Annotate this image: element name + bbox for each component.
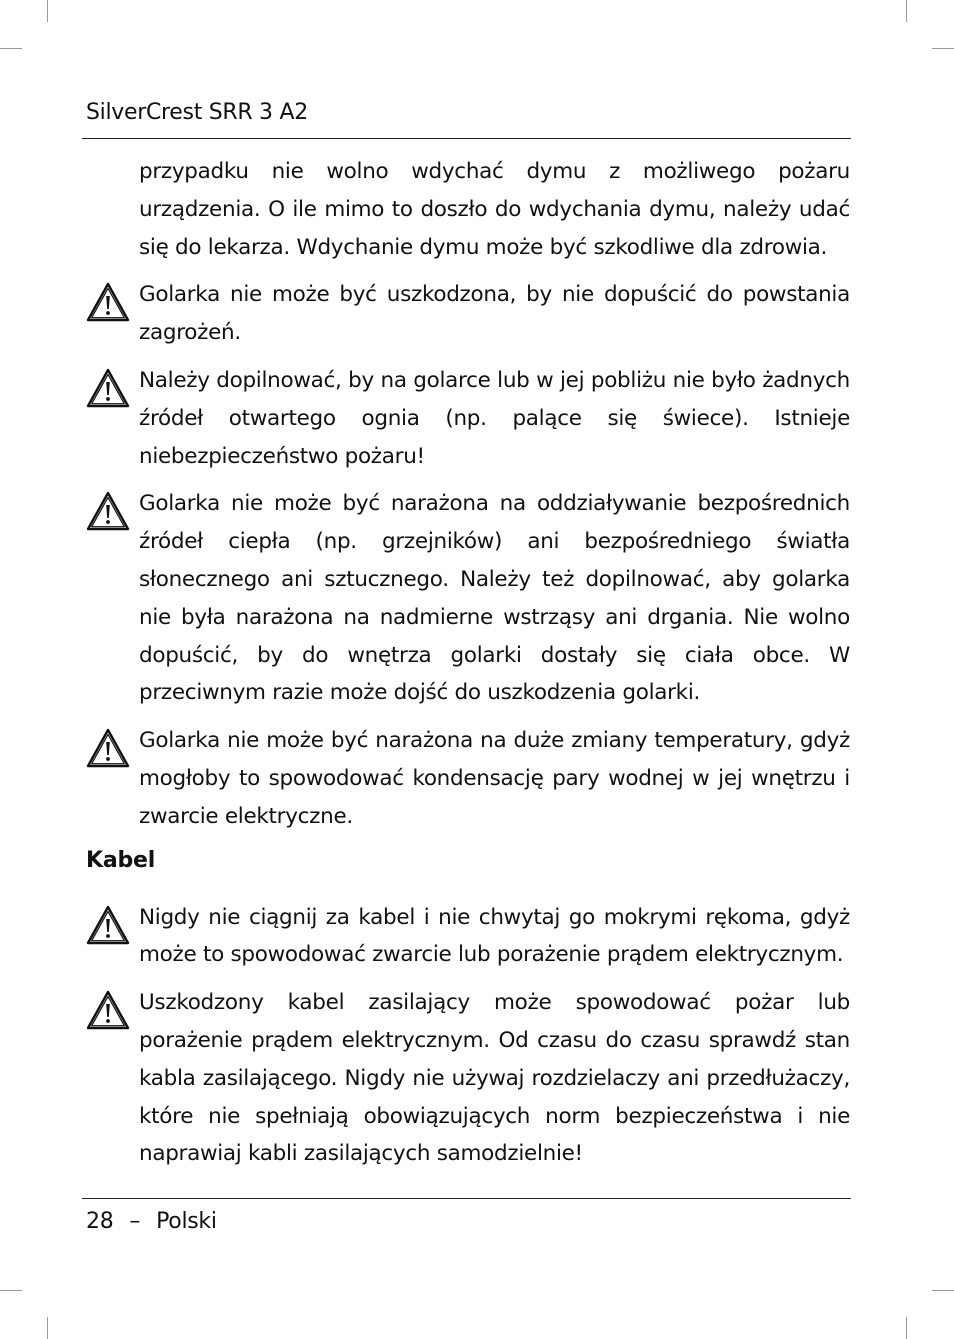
page-content [86, 153, 850, 1183]
safety-paragraph [86, 899, 850, 975]
crop-mark [906, 1317, 907, 1339]
page-number: 28 [86, 1209, 114, 1234]
footer-rule [82, 1198, 851, 1199]
crop-mark [906, 0, 907, 22]
paragraph-text: przypadku nie wolno wdychać dymu z możliwego pożaru urządzenia. O ile mimo to doszło do wdychania dymu, należy udać się do lekarza. Wdychanie dymu może być szkodliwe dla zdrowia. [139, 159, 850, 260]
paragraph-text: Należy dopilnować, by na golarce lub w jej pobliżu nie było żadnych źródeł otwartego ognia (np. palące się świece). Istnieje niebezpieczeństwo pożaru! [139, 367, 850, 469]
warning-triangle-icon [86, 282, 130, 322]
warning-triangle-icon [86, 990, 130, 1030]
warning-triangle-icon [86, 368, 130, 408]
paragraph-text: Golarka nie może być uszkodzona, by nie dopuścić do powstania zagrożeń. [139, 282, 850, 346]
crop-mark [932, 1290, 954, 1291]
page-header [86, 98, 850, 128]
footer-language: Polski [156, 1209, 217, 1234]
crop-mark [47, 1317, 48, 1339]
document-title: SilverCrest SRR 3 A2 [86, 100, 308, 125]
crop-mark [932, 48, 954, 49]
safety-paragraph [86, 362, 850, 475]
safety-paragraph [86, 153, 850, 266]
section-title: Kabel [86, 847, 156, 873]
paragraph-group-after [86, 899, 850, 1174]
paragraph-text: Golarka nie może być narażona na duże zmiany temperatury, gdyż mogłoby to spowodować kondensację pary wodnej w jej wnętrzu i zwarcie elektryczne. [139, 728, 850, 829]
safety-paragraph [86, 276, 850, 352]
paragraph-group-before [86, 153, 850, 836]
warning-triangle-icon [86, 905, 130, 945]
paragraph-text: Nigdy nie ciągnij za kabel i nie chwytaj go mokrymi rękoma, gdyż może to spowodować zwarcie lub porażenie prądem elektrycznym. [139, 904, 850, 968]
paragraph-text: Uszkodzony kabel zasilający może spowodować pożar lub porażenie prądem elektrycznym. Od czasu do czasu sprawdź stan kabla zasilającego. Nigdy nie używaj rozdzielaczy ani przedłużaczy, które nie spełniają obowiązujących norm bezpieczeństwa i nie naprawiaj kabli zasilających samodzielnie! [139, 990, 850, 1167]
page-footer [86, 1207, 217, 1237]
crop-mark [47, 0, 48, 22]
crop-mark [0, 1290, 22, 1291]
safety-paragraph [86, 984, 850, 1173]
crop-mark [0, 48, 22, 49]
warning-triangle-icon [86, 728, 130, 768]
safety-paragraph [86, 722, 850, 835]
header-rule [82, 138, 851, 139]
warning-triangle-icon [86, 491, 130, 531]
safety-paragraph [86, 485, 850, 712]
paragraph-text: Golarka nie może być narażona na oddziaływanie bezpośrednich źródeł ciepła (np. grzejników) ani bezpośredniego światła słonecznego ani sztucznego. Należy też dopilnować, aby golarka nie była narażona na nadmierne wstrząsy ani drgania. Nie wolno dopuścić, by do wnętrza golarki dostały się ciała obce. W przeciwnym razie może dojść do uszkodzenia golarki. [139, 491, 850, 706]
footer-separator: – [129, 1209, 141, 1234]
